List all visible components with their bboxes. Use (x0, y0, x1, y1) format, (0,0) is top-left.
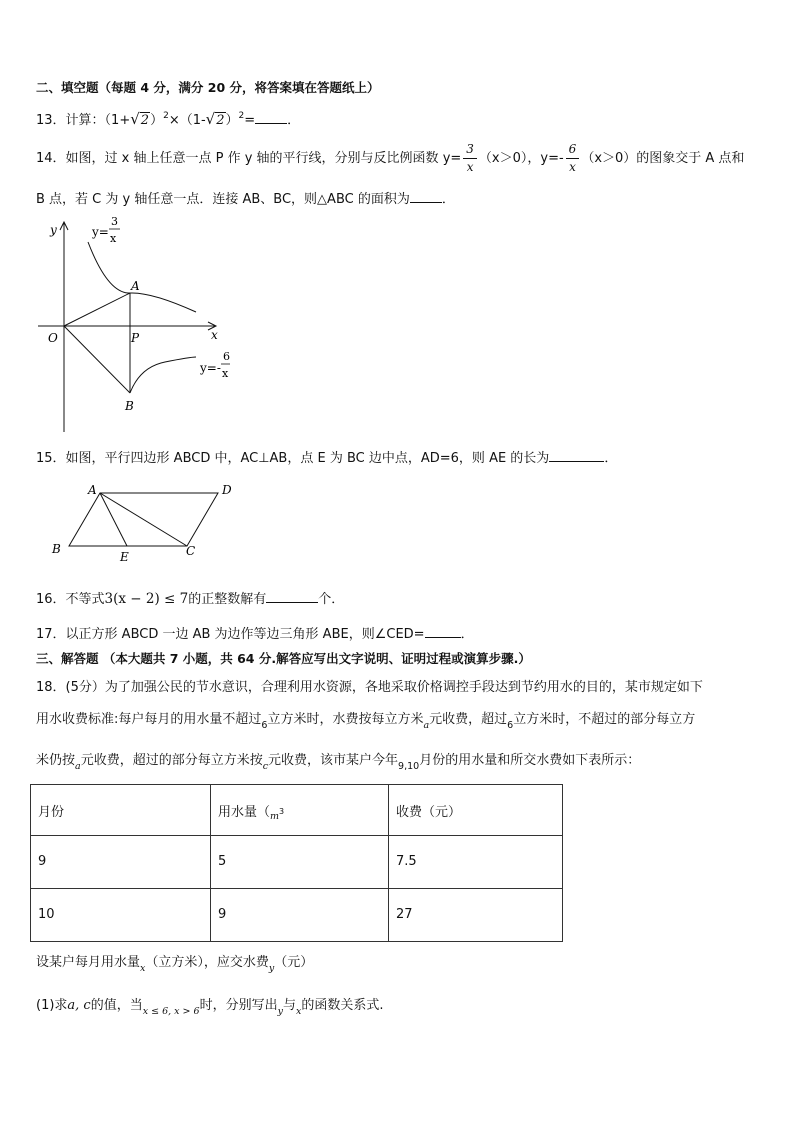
answer-blank (255, 122, 287, 124)
curve1-label-num: 3 (111, 215, 118, 228)
curve-neg-6-over-x (130, 357, 196, 393)
label-D: D (222, 483, 232, 497)
label-A: A (88, 483, 97, 497)
table-header-row (31, 785, 563, 836)
label-P: P (131, 331, 140, 345)
curve1-label-prefix: y= (92, 225, 109, 239)
question-13: 13．计算：$(1+√2)^2\times(1-√2)^2=$ ． (36, 110, 301, 128)
question-15: 15．如图，平行四边形 ABCD 中，AC⊥AB，点 E 为 BC 边中点，AD=6，则 AE 的长为 ． (36, 451, 618, 466)
header-month: 月份 (31, 785, 211, 836)
question-16: 16．不等式3(x − 2) ≤ 7的正整数解有 个． (36, 591, 345, 607)
curve2-label-den: x (222, 367, 229, 380)
curve2-label-prefix: y=- (200, 361, 221, 375)
section-3-heading: 三、解答题 （本大题共 7 小题，共 64 分.解答应写出文字说明、证明过程或演算步骤.） (36, 651, 531, 666)
question-18-line-3: 米仍按$_a$元收费，超过的部分每立方米按$_c$元收费，该市某户今年$_{9,10}$月份的用水量和所交水费如下表所示： (36, 753, 641, 772)
label-y-axis: y (50, 223, 57, 237)
header-usage: 用水量（$_m3$ (211, 785, 389, 836)
label-x-axis: x (211, 328, 218, 342)
question-17: 17．以正方形 ABCD 一边 AB 为边作等边三角形 ABE，则∠CED= ． (36, 627, 474, 642)
question-18-line-1: 18．(5分）为了加强公民的节水意识，合理利用水资源，各地采取价格调控手段达到节约用水的目的，某市规定如下 (36, 680, 703, 695)
water-fee-table (30, 784, 563, 942)
label-A: A (131, 279, 140, 293)
fraction-3-over-x: $\frac{3}{x}$ (463, 141, 477, 176)
q13-prefix: 13．计算：（1+ (36, 113, 131, 128)
curve1-label-den: x (110, 232, 117, 245)
label-B: B (125, 399, 134, 413)
sqrt-symbol: √2 (130, 110, 150, 128)
question-14-line-1: 14．如图，过 x 轴上任意一点 P 作 y 轴的平行线，分别与反比例函数 y= $\frac{3}{x}$ （x＞0），y=- $\frac{6}{x}$ （x＞0）的图象交于 A 点和 (36, 142, 745, 174)
curve2-label-num: 6 (223, 350, 230, 363)
question-14-line-2: B 点，若 C 为 y 轴任意一点．连接 AB、BC，则△ABC 的面积为 ． (36, 192, 455, 207)
fraction-6-over-x: $\frac{6}{x}$ (566, 141, 580, 176)
question-18-setup: 设某户每月用水量$_x$（立方米），应交水费$_y$（元） (36, 955, 314, 974)
segment-OB (64, 326, 130, 393)
answer-blank (549, 460, 604, 462)
label-origin: O (48, 331, 58, 345)
inequality-expression: 3(x − 2) ≤ 7 (104, 591, 189, 607)
curve-3-over-x (88, 242, 196, 312)
table-row: 9 5 7.5 (31, 836, 563, 889)
answer-blank (266, 601, 318, 603)
sqrt-symbol: √2 (205, 110, 225, 128)
section-2-heading: 二、填空题（每题 4 分，满分 20 分，将答案填在答题纸上） (36, 80, 380, 95)
answer-blank (425, 636, 461, 638)
q14-figure (30, 212, 230, 434)
segment-OA (64, 293, 130, 326)
question-18-part-1: (1)求a, c的值，当$_{x \le 6, x > 6}$时，分别写出$_y$与$_x$的函数关系式. (36, 998, 384, 1017)
label-E: E (120, 550, 129, 564)
label-B: B (52, 542, 61, 556)
label-C: C (186, 544, 196, 558)
answer-blank (410, 201, 442, 203)
table-row: 10 9 27 (31, 889, 563, 942)
header-fee: 收费（元） (389, 785, 563, 836)
question-18-line-2: 用水收费标准:每户每月的用水量不超过$_6$立方米时，水费按每立方米$_a$元收费，超过$_6$立方米时，不超过的部分每立方 (36, 712, 696, 731)
q15-figure (48, 480, 248, 566)
